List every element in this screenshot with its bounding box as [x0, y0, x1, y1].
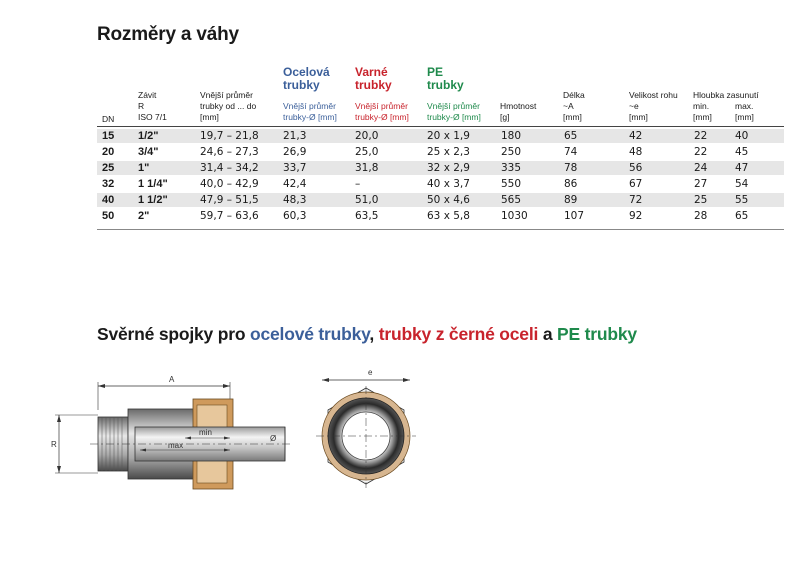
- cell-ocelova: 26,9: [283, 146, 307, 158]
- table-row: [97, 145, 784, 159]
- cell-hmotnost: 335: [501, 162, 522, 174]
- table-row: [97, 209, 784, 223]
- cell-velikost: 72: [629, 194, 643, 206]
- cell-hmotnost: 1030: [501, 210, 528, 222]
- header-hmotnost-2: [g]: [500, 112, 510, 122]
- header-hloubka-1: Hloubka zasunutí: [693, 90, 759, 100]
- cell-zavit: 1 1/4": [138, 178, 168, 190]
- cell-varne: 25,0: [355, 146, 379, 158]
- cell-delka: 65: [564, 130, 578, 142]
- table-header-rule: [97, 126, 784, 127]
- cell-dn: 25: [102, 162, 115, 174]
- table-row: [97, 161, 784, 175]
- header-hloubka-min-unit: [mm]: [693, 112, 712, 122]
- cell-hloubka-max: 45: [735, 146, 749, 158]
- cell-zavit: 1 1/2": [138, 194, 168, 206]
- header-ocelova-3: Vnější průměr: [283, 101, 336, 111]
- header-delka-1: Délka: [563, 90, 585, 100]
- cell-dn: 50: [102, 210, 115, 222]
- table-row: [97, 193, 784, 207]
- header-varne-2: trubky: [355, 78, 392, 92]
- header-pe-3: Vnější průměr: [427, 101, 480, 111]
- cell-hloubka-max: 47: [735, 162, 749, 174]
- subtitle-pe: PE trubky: [557, 324, 637, 344]
- cell-velikost: 92: [629, 210, 643, 222]
- cell-hloubka-max: 55: [735, 194, 749, 206]
- cell-zavit: 1/2": [138, 130, 159, 142]
- cell-dn: 32: [102, 178, 115, 190]
- header-hloubka-max-unit: [mm]: [735, 112, 754, 122]
- cell-vnejsi: 24,6 – 27,3: [200, 146, 259, 158]
- cell-pe: 25 x 2,3: [427, 146, 470, 158]
- cell-zavit: 3/4": [138, 146, 159, 158]
- header-ocelova-1: Ocelová: [283, 65, 330, 79]
- header-pe-2: trubky: [427, 78, 464, 92]
- cell-hmotnost: 180: [501, 130, 522, 142]
- cell-hloubka-min: 28: [694, 210, 708, 222]
- cell-velikost: 48: [629, 146, 643, 158]
- header-pe-4: trubky-Ø [mm]: [427, 112, 481, 122]
- cell-velikost: 67: [629, 178, 643, 190]
- header-velikost-1: Velikost rohu: [629, 90, 678, 100]
- cell-hloubka-max: 65: [735, 210, 749, 222]
- cell-hmotnost: 565: [501, 194, 522, 206]
- header-ocelova-4: trubky-Ø [mm]: [283, 112, 337, 122]
- cell-delka: 107: [564, 210, 585, 222]
- cell-hloubka-max: 40: [735, 130, 749, 142]
- table-row: [97, 177, 784, 191]
- fitting-section-drawing: [45, 355, 300, 500]
- cell-varne: –: [355, 178, 361, 190]
- header-delka-2: ~A: [563, 101, 574, 111]
- header-velikost-3: [mm]: [629, 112, 648, 122]
- header-varne-4: trubky-Ø [mm]: [355, 112, 409, 122]
- header-vnejsi-2: trubky od ... do: [200, 101, 257, 111]
- cell-dn: 40: [102, 194, 115, 206]
- dim-r-label: R: [51, 440, 57, 449]
- dim-min-label: min: [199, 428, 212, 437]
- subtitle-cerne-oceli: trubky z černé oceli: [378, 324, 539, 344]
- cell-varne: 31,8: [355, 162, 379, 174]
- cell-vnejsi: 40,0 – 42,9: [200, 178, 259, 190]
- header-varne-1: Varné: [355, 65, 388, 79]
- cell-velikost: 56: [629, 162, 643, 174]
- cell-ocelova: 42,4: [283, 178, 307, 190]
- header-hmotnost-1: Hmotnost: [500, 101, 537, 111]
- table-bottom-rule: [97, 229, 784, 230]
- header-zavit-2: R: [138, 101, 145, 111]
- cell-pe: 32 x 2,9: [427, 162, 470, 174]
- dim-a-label: A: [169, 375, 175, 384]
- cell-hmotnost: 550: [501, 178, 522, 190]
- subtitle-ocelove: ocelové trubky: [250, 324, 370, 344]
- cell-zavit: 2": [138, 210, 150, 222]
- cell-varne: 63,5: [355, 210, 379, 222]
- cell-ocelova: 60,3: [283, 210, 307, 222]
- cell-varne: 20,0: [355, 130, 379, 142]
- cell-vnejsi: 47,9 – 51,5: [200, 194, 259, 206]
- header-hloubka-max: max.: [735, 101, 754, 111]
- cell-hloubka-min: 22: [694, 146, 708, 158]
- table-row: [97, 129, 784, 143]
- dim-diameter-label: Ø: [270, 434, 277, 443]
- cell-vnejsi: 19,7 – 21,8: [200, 130, 259, 142]
- header-pe-1: PE: [427, 65, 444, 79]
- section-subtitle: [97, 324, 637, 345]
- cell-delka: 89: [564, 194, 578, 206]
- header-ocelova-2: trubky: [283, 78, 320, 92]
- dim-max-label: max: [168, 441, 184, 450]
- cell-zavit: 1": [138, 162, 150, 174]
- cell-delka: 74: [564, 146, 578, 158]
- header-vnejsi-1: Vnější průměr: [200, 90, 253, 100]
- cell-hloubka-min: 22: [694, 130, 708, 142]
- cell-ocelova: 48,3: [283, 194, 307, 206]
- header-dn: DN: [102, 114, 115, 124]
- header-hloubka-min: min.: [693, 101, 710, 111]
- cell-varne: 51,0: [355, 194, 379, 206]
- subtitle-text-3: a: [538, 324, 558, 344]
- cell-dn: 15: [102, 130, 115, 142]
- cell-pe: 20 x 1,9: [427, 130, 470, 142]
- cell-pe: 63 x 5,8: [427, 210, 470, 222]
- cell-ocelova: 21,3: [283, 130, 307, 142]
- cell-delka: 78: [564, 162, 578, 174]
- subtitle-text-2: ,: [369, 324, 379, 344]
- cell-pe: 40 x 3,7: [427, 178, 470, 190]
- cell-hmotnost: 250: [501, 146, 522, 158]
- header-velikost-2: ~e: [629, 101, 639, 111]
- dim-e-label: e: [368, 368, 373, 377]
- cell-delka: 86: [564, 178, 578, 190]
- cell-ocelova: 33,7: [283, 162, 307, 174]
- header-vnejsi-3: [mm]: [200, 112, 219, 122]
- cell-dn: 20: [102, 146, 115, 158]
- cell-hloubka-min: 25: [694, 194, 708, 206]
- subtitle-text-1: Svěrné spojky pro: [97, 324, 250, 344]
- header-varne-3: Vnější průměr: [355, 101, 408, 111]
- cell-hloubka-max: 54: [735, 178, 749, 190]
- cell-vnejsi: 59,7 – 63,6: [200, 210, 259, 222]
- cell-hloubka-min: 27: [694, 178, 708, 190]
- header-zavit-1: Závit: [138, 90, 157, 100]
- cell-vnejsi: 31,4 – 34,2: [200, 162, 259, 174]
- fitting-end-view-drawing: [310, 360, 425, 490]
- cell-hloubka-min: 24: [694, 162, 708, 174]
- header-delka-3: [mm]: [563, 112, 582, 122]
- header-zavit-3: ISO 7/1: [138, 112, 167, 122]
- cell-velikost: 42: [629, 130, 643, 142]
- cell-pe: 50 x 4,6: [427, 194, 470, 206]
- page-title: Rozměry a váhy: [97, 24, 239, 45]
